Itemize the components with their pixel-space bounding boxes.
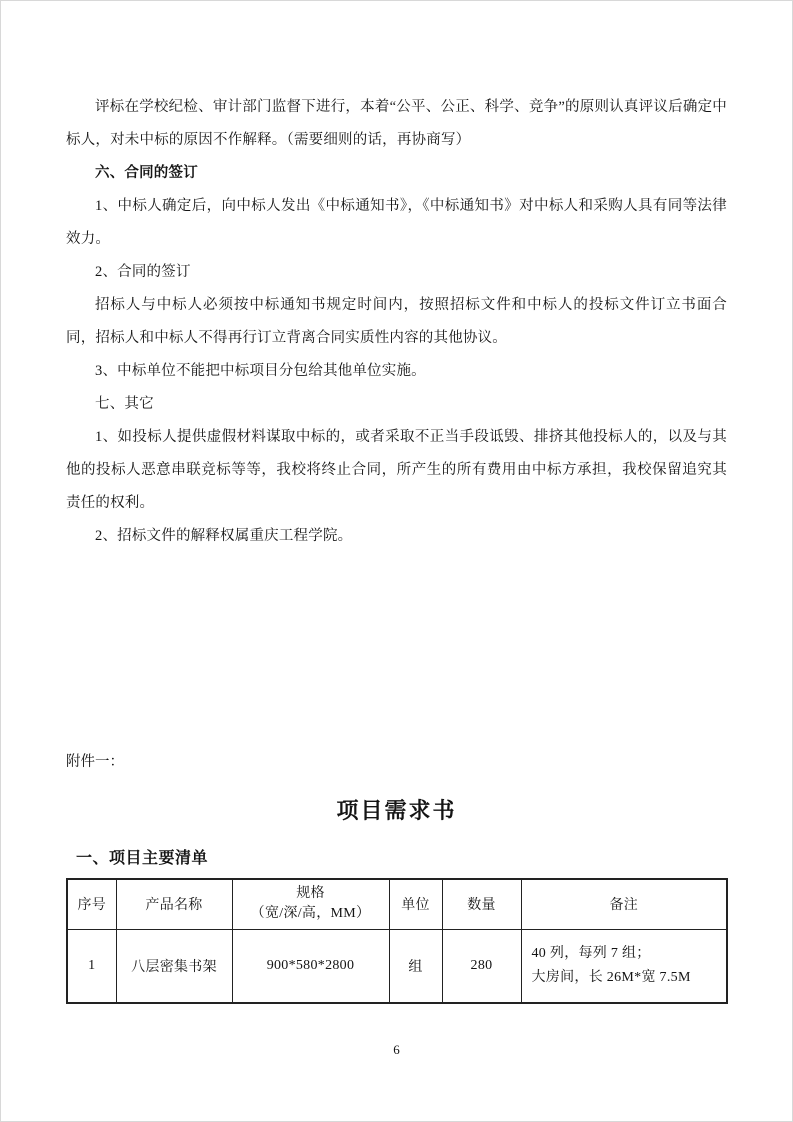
cell-spec: 900*580*2800: [232, 929, 389, 1003]
cell-product-name: 八层密集书架: [116, 929, 232, 1003]
col-header-unit: 单位: [389, 879, 442, 929]
cell-serial-no: 1: [67, 929, 116, 1003]
remarks-line-2: 大房间，长 26M*宽 7.5M: [531, 969, 691, 985]
document-title: 项目需求书: [336, 798, 457, 823]
col-header-spec-line1: 规格: [296, 886, 325, 902]
cell-quantity: 280: [442, 929, 521, 1003]
vertical-gap: [66, 553, 727, 746]
requirements-table: [66, 878, 728, 1004]
paragraph-clause-2-contract-signing: 2、合同的签订: [95, 264, 191, 280]
heading-section-six-contract-signing: 六、合同的签订: [95, 165, 198, 181]
section-heading-main-list: 一、项目主要清单: [76, 850, 209, 867]
col-header-serial-no: 序号: [67, 879, 116, 929]
col-header-spec-line2: （宽/深/高，MM）: [250, 906, 371, 922]
remarks-line-1: 40 列，每列 7 组；: [531, 945, 651, 961]
attachment-label: 附件一：: [66, 754, 124, 770]
col-header-remarks: 备注: [521, 879, 727, 929]
cell-remarks: [521, 929, 727, 1003]
page-content: [1, 1, 792, 1060]
col-header-product-name: 产品名称: [116, 879, 232, 929]
paragraph-clause-2-interpretation: 2、招标文件的解释权属重庆工程学院。: [95, 528, 353, 544]
paragraph-contract-terms: 招标人与中标人必须按中标通知书规定时间内，按照招标文件和中标人的投标文件订立书面合同，招标人和中标人不得再行订立背离合同实质性内容的其他协议。: [66, 297, 727, 346]
paragraph-evaluation: 评标在学校纪检、审计部门监督下进行，本着“公平、公正、科学、竞争”的原则认真评议后确定中标人，对未中标的原因不作解释。（需要细则的话，再协商写）: [66, 99, 727, 148]
paragraph-clause-3-no-subcontract: 3、中标单位不能把中标项目分包给其他单位实施。: [95, 363, 426, 379]
paragraph-clause-1-fraud: 1、如投标人提供虚假材料谋取中标的，或者采取不正当手段诋毁、排挤其他投标人的，以及与其他的投标人恶意串联竞标等等，我校将终止合同，所产生的所有费用由中标方承担，我校保留追究其责任的权利。: [66, 429, 727, 511]
paragraph-clause-1-notice: 1、中标人确定后，向中标人发出《中标通知书》，《中标通知书》对中标人和采购人具有同等法律效力。: [66, 198, 727, 247]
body-text-block: [66, 91, 727, 553]
table-header-row: [67, 879, 727, 929]
col-header-spec: [232, 879, 389, 929]
cell-unit: 组: [389, 929, 442, 1003]
table-row: [67, 929, 727, 1003]
heading-section-seven-other: 七、其它: [95, 396, 154, 412]
page-number: 6: [393, 1042, 400, 1057]
col-header-quantity: 数量: [442, 879, 521, 929]
